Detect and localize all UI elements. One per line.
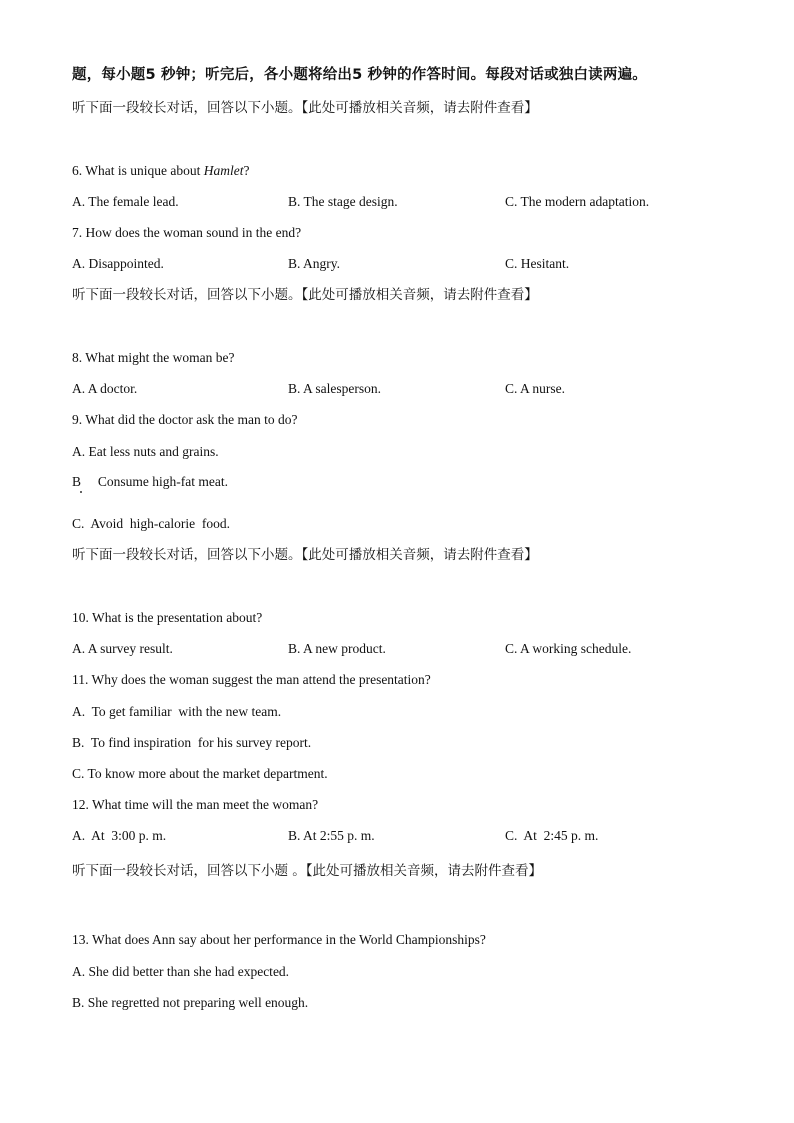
question-11 (72, 671, 431, 689)
q11-option-a: A. To get familiar with the new team. (72, 704, 282, 719)
question-number: 8. (72, 350, 83, 365)
q11-option-b: B. To find inspiration for his survey report. (72, 735, 312, 750)
dialog-intro-last: 听下面一段较长对话，回答以下小题 。【此处可播放相关音频，请去附件查看】 (72, 863, 543, 879)
dialog-intro: 听下面一段较长对话，回答以下小题。【此处可播放相关音频，请去附件查看】 (72, 287, 538, 303)
question-8 (72, 349, 234, 367)
question-number: 7. (72, 225, 83, 240)
question-text: What time will the man meet the woman? (92, 797, 319, 812)
question-12 (72, 796, 318, 814)
q9-option-a: A. Eat less nuts and grains. (72, 444, 219, 459)
stray-dot (80, 491, 82, 493)
q13-option-a: A. She did better than she had expected. (72, 964, 290, 979)
q9-option-b: B Consume high-fat meat. (72, 474, 228, 489)
q12-option-c: C. At 2:45 p. m. (505, 828, 599, 843)
question-13 (72, 931, 486, 949)
q7-option-a: A. Disappointed. (72, 256, 164, 271)
q12-option-b: B. At 2:55 p. m. (288, 828, 375, 843)
dialog-intro: 听下面一段较长对话，回答以下小题。【此处可播放相关音频，请去附件查看】 (72, 547, 538, 563)
question-number: 12. (72, 797, 89, 812)
q8-option-a: A. A doctor. (72, 381, 138, 396)
question-number: 6. (72, 163, 83, 178)
question-text-emphasis: Hamlet (203, 163, 244, 178)
question-6 (72, 162, 250, 180)
q13-option-b: B. She regretted not preparing well enough. (72, 995, 309, 1010)
question-7 (72, 224, 301, 242)
question-number: 13. (72, 932, 89, 947)
question-text: What is the presentation about? (92, 610, 263, 625)
question-text: How does the woman sound in the end? (85, 225, 302, 240)
q8-option-b: B. A salesperson. (288, 381, 381, 396)
q7-option-c: C. Hesitant. (505, 256, 570, 271)
q6-option-b: B. The stage design. (288, 194, 398, 209)
q10-option-a: A. A survey result. (72, 641, 173, 656)
question-number: 10. (72, 610, 89, 625)
q6-option-a: A. The female lead. (72, 194, 179, 209)
q7-option-b: B. Angry. (288, 256, 341, 271)
question-text: What might the woman be? (85, 350, 235, 365)
question-text: What is unique about (85, 163, 204, 178)
question-number: 11. (72, 672, 89, 687)
question-text: Why does the woman suggest the man attend the presentation? (91, 672, 431, 687)
q9-option-c: C. Avoid high-calorie food. (72, 516, 230, 531)
q11-option-c: C. To know more about the market department. (72, 766, 328, 781)
question-text: What did the doctor ask the man to do? (85, 412, 298, 427)
q10-option-c: C. A working schedule. (505, 641, 632, 656)
question-text: What does Ann say about her performance in the World Championships? (92, 932, 486, 947)
question-number: 9. (72, 412, 83, 427)
q8-option-c: C. A nurse. (505, 381, 566, 396)
q6-option-c: C. The modern adaptation. (505, 194, 650, 209)
q12-option-a: A. At 3:00 p. m. (72, 828, 167, 843)
question-10 (72, 609, 262, 627)
section-instruction: 题，每小题5 秒钟；听完后，各小题将给出5 秒钟的作答时间。每段对话或独白读两遍。 (72, 67, 647, 83)
q10-option-b: B. A new product. (288, 641, 386, 656)
question-9 (72, 411, 297, 429)
dialog-intro: 听下面一段较长对话，回答以下小题。【此处可播放相关音频，请去附件查看】 (72, 100, 538, 116)
question-text-end: ? (243, 163, 250, 178)
